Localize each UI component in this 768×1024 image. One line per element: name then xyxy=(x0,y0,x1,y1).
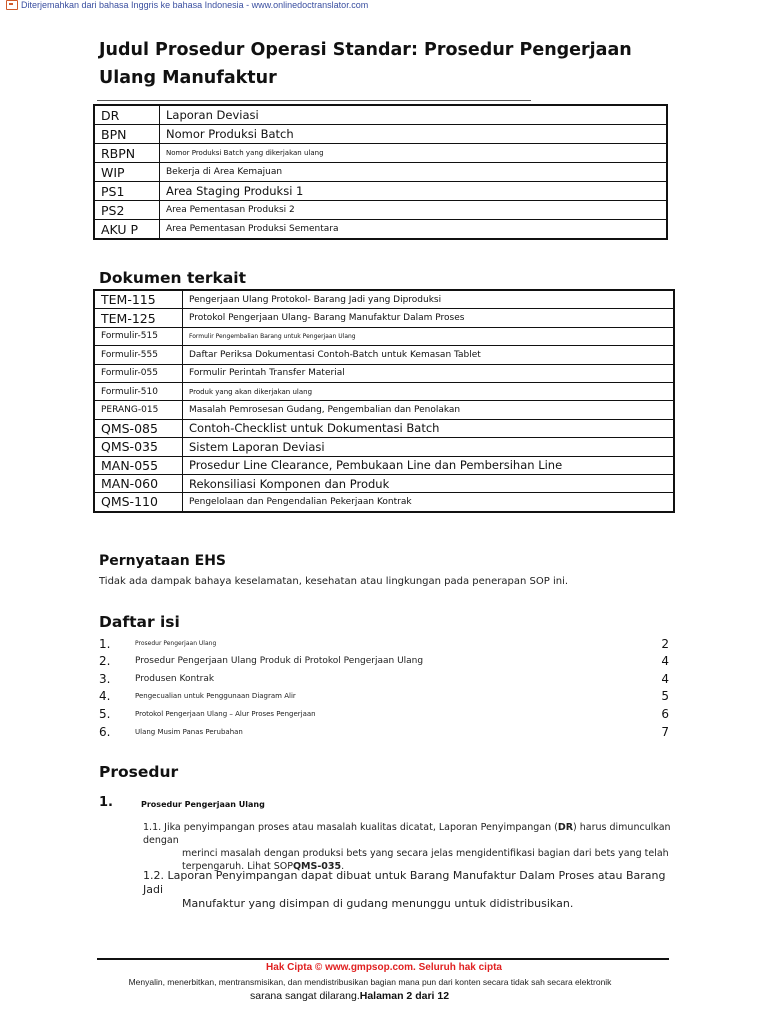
para-1-line-1 xyxy=(143,822,671,846)
para-1-bold-dr: DR xyxy=(557,822,574,833)
para-1-text-b: ) harus dimunculkan dengan xyxy=(143,822,671,846)
toc-page-number: 7 xyxy=(661,724,669,739)
abbreviation-code: PS1 xyxy=(94,182,160,201)
related-doc-title: Pengelolaan dan Pengendalian Pekerjaan Kontrak xyxy=(183,493,675,512)
toc-title: Produsen Kontrak xyxy=(135,673,215,684)
footer-notice: Menyalin, menerbitkan, mentransmisikan, dan mendistribusikan bagian mana pun dari konten secara tidak sah secara elektronik xyxy=(128,977,612,987)
abbreviation-meaning: Area Staging Produksi 1 xyxy=(160,182,668,201)
document-icon xyxy=(6,0,18,10)
toc-number: 2. xyxy=(99,654,111,669)
abbreviation-code: WIP xyxy=(94,163,160,182)
toc-number: 5. xyxy=(99,706,111,721)
toc-title: Prosedur Pengerjaan Ulang xyxy=(135,640,217,647)
toc-item[interactable] xyxy=(99,723,669,740)
translator-banner[interactable] xyxy=(6,0,368,10)
related-doc-code: TEM-125 xyxy=(94,309,183,327)
related-doc-code: PERANG-015 xyxy=(94,401,183,419)
toc-page-number: 4 xyxy=(661,671,669,686)
related-doc-code: TEM-115 xyxy=(94,290,183,309)
related-doc-title: Formulir Perintah Transfer Material xyxy=(183,364,675,382)
ehs-statement: Tidak ada dampak bahaya keselamatan, kesehatan atau lingkungan pada penerapan SOP ini. xyxy=(99,576,569,587)
related-doc-title: Daftar Periksa Dokumentasi Contoh-Batch untuk Kemasan Tablet xyxy=(183,346,675,364)
abbreviation-code: DR xyxy=(94,105,160,125)
toc-number: 4. xyxy=(99,689,111,704)
footer-page-prefix: sarana sangat dilarang. xyxy=(250,990,360,1002)
toc-page-number: 5 xyxy=(661,689,669,704)
toc-item[interactable] xyxy=(99,635,669,652)
abbreviation-row xyxy=(94,144,667,163)
toc-number: 1. xyxy=(99,636,111,651)
abbreviation-meaning: Area Pementasan Produksi 2 xyxy=(160,201,668,220)
related-doc-title: Sistem Laporan Deviasi xyxy=(183,438,675,456)
related-doc-title: Contoh-Checklist untuk Dokumentasi Batch xyxy=(183,419,675,437)
related-doc-row xyxy=(94,364,674,382)
abbreviation-code: BPN xyxy=(94,125,160,144)
related-doc-code: QMS-035 xyxy=(94,438,183,456)
toc-item[interactable] xyxy=(99,705,669,722)
related-doc-code: MAN-060 xyxy=(94,474,183,492)
para-1-text-a: 1.1. Jika penyimpangan proses atau masalah kualitas dicatat, Laporan Penyimpangan ( xyxy=(143,822,558,833)
banner-text[interactable]: Diterjemahkan dari bahasa Inggris ke bahasa Indonesia - www.onlinedoctranslator.com xyxy=(21,0,369,10)
related-doc-row xyxy=(94,401,674,419)
abbreviation-row xyxy=(94,220,667,240)
toc-title: Prosedur Pengerjaan Ulang Produk di Protokol Pengerjaan Ulang xyxy=(135,656,424,667)
para-2-line-1: 1.2. Laporan Penyimpangan dapat dibuat untuk Barang Manufaktur Dalam Proses atau Barang Jadi xyxy=(143,869,666,896)
toc-page-number: 2 xyxy=(661,636,669,651)
page-number-label: Halaman 2 dari 12 xyxy=(359,990,450,1002)
para-1-text-c: terpengaruh. Lihat SOP xyxy=(182,861,293,872)
abbreviation-code: AKU P xyxy=(94,220,160,240)
related-doc-row xyxy=(94,456,674,474)
related-doc-code: Formulir-555 xyxy=(94,346,183,364)
procedure-heading: Prosedur xyxy=(99,763,179,781)
related-docs-heading: Dokumen terkait xyxy=(99,269,247,287)
related-doc-code: Formulir-055 xyxy=(94,364,183,382)
related-doc-row xyxy=(94,290,674,309)
toc-title: Ulang Musim Panas Perubahan xyxy=(135,727,243,736)
abbreviation-row xyxy=(94,201,667,220)
related-doc-row xyxy=(94,419,674,437)
toc-item[interactable] xyxy=(99,653,669,670)
abbreviation-meaning: Area Pementasan Produksi Sementara xyxy=(160,220,668,240)
related-doc-row xyxy=(94,474,674,492)
para-2-line-2: Manufaktur yang disimpan di gudang menunggu untuk didistribusikan. xyxy=(182,897,574,910)
abbreviation-row xyxy=(94,105,667,125)
title-divider xyxy=(97,100,531,101)
related-doc-title: Formulir Pengembalian Barang untuk Pengerjaan Ulang xyxy=(183,327,675,345)
section-title: Prosedur Pengerjaan Ulang xyxy=(141,800,265,809)
related-doc-title: Protokol Pengerjaan Ulang- Barang Manufaktur Dalam Proses xyxy=(183,309,675,327)
footer-page-info xyxy=(250,990,449,1002)
related-doc-code: QMS-085 xyxy=(94,419,183,437)
footer-copyright: Hak Cipta © www.gmpsop.com. Seluruh hak cipta xyxy=(266,962,502,973)
toc-page-number: 6 xyxy=(661,706,669,721)
toc-heading: Daftar isi xyxy=(99,613,180,631)
toc-number: 3. xyxy=(99,671,111,686)
para-1-line-2: merinci masalah dengan produksi bets yang secara jelas mengidentifikasi bagian dari bets yang telah xyxy=(182,848,669,859)
para-1-bold-ref: QMS-035 xyxy=(292,861,342,872)
toc-item[interactable] xyxy=(99,688,669,705)
related-doc-title: Pengerjaan Ulang Protokol- Barang Jadi yang Diproduksi xyxy=(183,290,675,309)
related-doc-row xyxy=(94,382,674,400)
related-doc-code: MAN-055 xyxy=(94,456,183,474)
ehs-heading: Pernyataan EHS xyxy=(99,553,226,569)
toc-title: Pengecualian untuk Penggunaan Diagram Alir xyxy=(135,692,296,701)
related-doc-title: Rekonsiliasi Komponen dan Produk xyxy=(183,474,675,492)
related-doc-title: Produk yang akan dikerjakan ulang xyxy=(183,382,675,400)
related-doc-title: Masalah Pemrosesan Gudang, Pengembalian dan Penolakan xyxy=(183,401,675,419)
toc-page-number: 4 xyxy=(661,654,669,669)
related-doc-row xyxy=(94,327,674,345)
related-doc-row xyxy=(94,309,674,327)
paragraph-1-2 xyxy=(143,869,673,911)
abbreviation-row xyxy=(94,125,667,144)
abbreviation-meaning: Laporan Deviasi xyxy=(160,105,668,125)
paragraph-1-1 xyxy=(143,821,673,873)
document-title: Judul Prosedur Operasi Standar: Prosedur Pengerjaan Ulang Manufaktur xyxy=(99,40,632,88)
footer-divider xyxy=(97,958,669,960)
related-doc-code: Formulir-510 xyxy=(94,382,183,400)
toc-number: 6. xyxy=(99,724,111,739)
related-doc-row xyxy=(94,346,674,364)
abbreviation-meaning: Nomor Produksi Batch xyxy=(160,125,668,144)
related-doc-code: QMS-110 xyxy=(94,493,183,512)
para-1-text-d: . xyxy=(341,861,345,872)
abbreviation-code: RBPN xyxy=(94,144,160,163)
related-doc-code: Formulir-515 xyxy=(94,327,183,345)
abbreviation-code: PS2 xyxy=(94,201,160,220)
toc-item[interactable] xyxy=(99,670,669,687)
abbreviations-table xyxy=(93,104,668,240)
section-number: 1. xyxy=(99,795,113,810)
abbreviation-row xyxy=(94,163,667,182)
related-doc-row xyxy=(94,493,674,512)
related-docs-table xyxy=(93,289,675,513)
related-doc-title: Prosedur Line Clearance, Pembukaan Line dan Pembersihan Line xyxy=(183,456,675,474)
abbreviation-row xyxy=(94,182,667,201)
abbreviation-meaning: Bekerja di Area Kemajuan xyxy=(160,163,668,182)
toc-title: Protokol Pengerjaan Ulang – Alur Proses Pengerjaan xyxy=(135,709,316,718)
related-doc-row xyxy=(94,438,674,456)
abbreviation-meaning: Nomor Produksi Batch yang dikerjakan ulang xyxy=(160,144,668,163)
